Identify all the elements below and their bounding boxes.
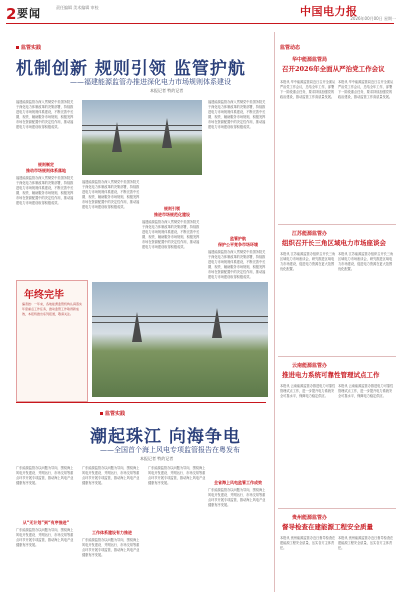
main-article-subhead: 推进市场规范化建设 [154,212,190,217]
news-brief-body: 本报讯 华中能源监管局近日召开全面从严治党工作会议，总结全年工作，部署下一阶段重点任务，要求持续加强党的政治建设，推动监管工作高质量发展。 [338,80,394,99]
news-brief-kicker: 华中能源监管局 [292,57,328,63]
main-article-body: 福建能源监管办深入贯彻党中央国务院关于深化电力体制改革的决策部署，持续推进电力市场规则体系建设，不断完善中长期、现货、辅助服务市场规则，积极发挥市场在资源配置中的决定性作用，推动福建电力市场建设取得积极成效。 [208,100,266,129]
second-article-body: 广东能源监管办以问题为导向，围绕海上风电开发建设、并网运行、市场交易等重点环节开展专项监管，推动海上风电产业健康有序发展。 [82,466,140,485]
main-article-body: 福建能源监管办深入贯彻党中央国务院关于深化电力体制改革的决策部署，持续推进电力市场规则体系建设，不断完善中长期、现货、辅助服务市场规则，积极发挥市场在资源配置中的决定性作用，推动福建电力市场建设取得积极成效。 [142,220,200,249]
main-article-body: 福建能源监管办深入贯彻党中央国务院关于深化电力体制改革的决策部署，持续推进电力市场规则体系建设，不断完善中长期、现货、辅助服务市场规则，积极发挥市场在资源配置中的决定性作用，推动福建电力市场建设取得积极成效。 [16,100,74,129]
main-article-subhead: 规则引领 [164,206,180,211]
second-article-byline: 本报记者 特约记者 [140,456,174,461]
second-article-body: 广东能源监管办以问题为导向，围绕海上风电开发建设、并网运行、市场交易等重点环节开展专项监管，推动海上风电产业健康有序发展。 [16,466,74,485]
masthead [0,0,400,34]
page-number: 2 [6,5,17,23]
main-article-byline: 本报记者 特约记者 [150,88,184,93]
second-article-tag: 监管实践 [100,410,125,417]
news-brief-body: 本报讯 云南能源监管办推进电力可靠性管理试点工作，进一步提升电力系统安全可靠水平，保障电力稳定供应。 [338,384,394,398]
news-brief-headline: 推进电力系统可靠性管理试点工作 [282,371,380,379]
river-bridge-photo [92,282,268,397]
second-article-body: 广东能源监管办以问题为导向，围绕海上风电开发建设、并网运行、市场交易等重点环节开展专项监管，推动海上风电产业健康有序发展。 [82,538,140,557]
editor-note-body: 编者按：一年来，各地能源监管机构认真落实年度重点工作任务，推动监管工作取得新成效，本报特推出系列报道，敬请关注。 [22,302,83,316]
brief-divider [278,224,396,225]
second-article-title: 潮起珠江 向海争电 [90,427,241,447]
news-brief-headline: 督导检查在建能源工程安全质量 [282,523,373,531]
brief-divider [278,508,396,509]
top-rule [6,23,394,24]
newspaper-logo: 中国电力报 [300,5,358,18]
issue-date: 2026年00月00日 星期一 [350,16,396,21]
main-article-subhead: 规则制定 [38,162,54,167]
main-article-body: 福建能源监管办深入贯彻党中央国务院关于深化电力体制改革的决策部署，持续推进电力市场规则体系建设，不断完善中长期、现货、辅助服务市场规则，积极发挥市场在资源配置中的决定性作用，推动福建电力市场建设取得积极成效。 [82,180,140,209]
news-brief-body: 本报讯 江苏能源监管办组织召开长三角区域电力市场座谈会，研究推进区域电力市场建设，促进电力资源在更大范围优化配置。 [338,252,394,271]
brief-divider [278,356,396,357]
section-name: 要闻 [17,7,41,20]
news-brief-headline: 组织召开长三角区域电力市场座谈会 [282,239,386,247]
right-column-tag: 监管动态 [280,45,301,51]
news-brief-body: 本报讯 贵州能源监管办近日督导检查在建能源工程安全质量，压实各方主体责任。 [280,536,336,550]
news-brief-kicker: 贵州能源监管办 [292,515,328,521]
news-brief-body: 本报讯 贵州能源监管办近日督导检查在建能源工程安全质量，压实各方主体责任。 [338,536,394,550]
news-brief-body: 本报讯 江苏能源监管办组织召开长三角区域电力市场座谈会，研究推进区域电力市场建设，促进电力资源在更大范围优化配置。 [280,252,336,271]
second-article-subhead: 工作体系建设有力推进 [92,530,132,535]
editor-note-title: 年终完毕 [24,290,64,301]
news-brief-kicker: 江苏能源监管办 [292,231,328,237]
main-article-subtitle: ——福建能源监管办推进深化电力市场规则体系建设 [70,78,231,86]
second-article-body: 广东能源监管办以问题为导向，围绕海上风电开发建设、并网运行、市场交易等重点环节开展专项监管，推动海上风电产业健康有序发展。 [16,528,74,547]
main-article-tag: 监管实践 [16,44,41,51]
main-article-subhead: 推动市场规则体系落地 [26,168,66,173]
second-article-body: 广东能源监管办以问题为导向，围绕海上风电开发建设、并网运行、市场交易等重点环节开展专项监管，推动海上风电产业健康有序发展。 [148,466,206,485]
second-article-subtitle: ——全国首个海上风电专项监管报告在粤发布 [100,446,240,454]
second-article-subhead: 从“无计划”到“有序推进” [22,520,70,525]
article-divider [16,402,266,403]
main-article-subhead: 监管护航 [230,236,246,241]
news-brief-body: 本报讯 云南能源监管办推进电力可靠性管理试点工作，进一步提升电力系统安全可靠水平，保障电力稳定供应。 [280,384,336,398]
news-brief-kicker: 云南能源监管办 [292,363,328,369]
main-article-subhead: 保护公平竞争市场环境 [218,242,258,247]
editor-meta: 责任编辑 美术编辑 审校 [56,5,99,10]
news-brief-headline: 召开2026年全面从严治党工作会议 [282,65,385,73]
second-article-body: 广东能源监管办以问题为导向，围绕海上风电开发建设、并网运行、市场交易等重点环节开展专项监管，推动海上风电产业健康有序发展。 [208,488,266,507]
main-article-body: 福建能源监管办深入贯彻党中央国务院关于深化电力体制改革的决策部署，持续推进电力市场规则体系建设，不断完善中长期、现货、辅助服务市场规则，积极发挥市场在资源配置中的决定性作用，推动福建电力市场建设取得积极成效。 [16,176,74,205]
power-line-photo [82,100,202,175]
main-article-title: 机制创新 规则引领 监管护航 [16,59,246,79]
right-column-border [274,32,275,592]
main-article-body: 福建能源监管办深入贯彻党中央国务院关于深化电力体制改革的决策部署，持续推进电力市场规则体系建设，不断完善中长期、现货、辅助服务市场规则，积极发挥市场在资源配置中的决定性作用，推动福建电力市场建设取得积极成效。 [208,250,266,279]
news-brief-body: 本报讯 华中能源监管局近日召开全面从严治党工作会议，总结全年工作，部署下一阶段重点任务，要求持续加强党的政治建设，推动监管工作高质量发展。 [280,80,336,99]
second-article-subhead: 全省海上风电监管工作成效 [214,480,262,485]
